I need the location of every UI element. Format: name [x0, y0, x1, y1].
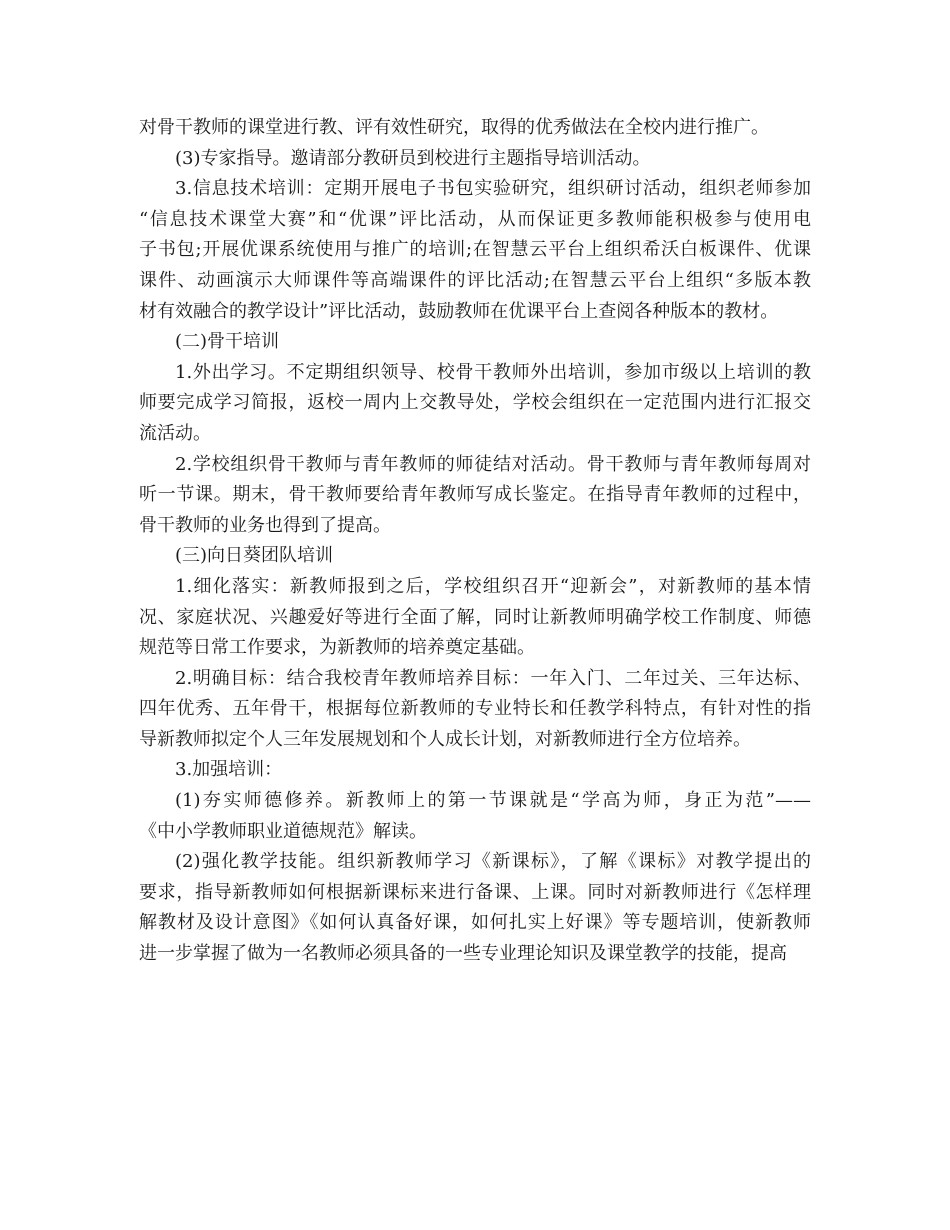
text-line: 3.信息技术培训：定期开展电子书包实验研究，组织研讨活动，组织老师参加: [175, 178, 811, 200]
text-line: 课件、动画演示大师课件等高端课件的评比活动;在智慧云平台上组织“多版本教: [139, 269, 811, 291]
paragraph: [139, 113, 811, 144]
paragraph: [139, 144, 811, 175]
text-line: (2)强化教学技能。组织新教师学习《新课标》，了解《课标》对教学提出的: [175, 851, 811, 873]
text-line: 规范等日常工作要求，为新教师的培养奠定基础。: [139, 637, 535, 659]
text-line: 3.加强培训：: [175, 759, 283, 781]
paragraph: [139, 174, 811, 327]
text-line: 1.外出学习。不定期组织领导、校骨干教师外出培训，参加市级以上培训的教: [175, 361, 811, 383]
paragraph: [139, 786, 811, 847]
text-line: 2.学校组织骨干教师与青年教师的师徒结对活动。骨干教师与青年教师每周对: [175, 453, 811, 475]
text-line: 1.细化落实：新教师报到之后，学校组织召开“迎新会”，对新教师的基本情: [175, 575, 811, 597]
text-line: 导新教师拟定个人三年发展规划和个人成长计划，对新教师进行全方位培养。: [139, 728, 751, 750]
text-line: 材有效融合的教学设计”评比活动，鼓励教师在优课平台上查阅各种版本的教材。: [139, 300, 779, 322]
paragraph: [139, 541, 811, 572]
text-line: 听一节课。期末，骨干教师要给青年教师写成长鉴定。在指导青年教师的过程中，: [139, 484, 811, 506]
text-line: (1)夯实师德修养。新教师上的第一节课就是“学高为师，身正为范”——: [175, 790, 811, 812]
text-line: 骨干教师的业务也得到了提高。: [139, 514, 391, 536]
paragraph: [139, 664, 811, 756]
text-line: 师要完成学习简报，返校一周内上交教导处，学校会组织在一定范围内进行汇报交: [139, 392, 811, 414]
text-line: (三)向日葵团队培训: [175, 545, 334, 567]
paragraph: [139, 572, 811, 664]
paragraph: [139, 755, 811, 786]
paragraph: [139, 358, 811, 450]
text-line: (二)骨干培训: [175, 331, 280, 353]
text-line: 解教材及设计意图》《如何认真备好课，如何扎实上好课》等专题培训，使新教师: [139, 912, 811, 934]
text-line: 子书包;开展优课系统使用与推广的培训;在智慧云平台上组织希沃白板课件、优课: [139, 239, 811, 261]
text-line: (3)专家指导。邀请部分教研员到校进行主题指导培训活动。: [175, 147, 651, 169]
text-line: 进一步掌握了做为一名教师必须具备的一些专业理论知识及课堂教学的技能，提高: [139, 943, 787, 965]
paragraph: [139, 847, 811, 969]
text-line: 《中小学教师职业道德规范》解读。: [139, 820, 427, 842]
document-body: [139, 113, 811, 970]
text-line: 2.明确目标：结合我校青年教师培养目标：一年入门、二年过关、三年达标、: [175, 667, 811, 689]
text-line: 四年优秀、五年骨干，根据每位新教师的专业特长和任教学科特点，有针对性的指: [139, 698, 811, 720]
paragraph: [139, 450, 811, 542]
text-line: 对骨干教师的课堂进行教、评有效性研究，取得的优秀做法在全校内进行推广。: [139, 117, 769, 138]
text-line: “信息技术课堂大赛”和“优课”评比活动，从而保证更多教师能积极参与使用电: [139, 208, 811, 230]
paragraph: [139, 327, 811, 358]
text-line: 要求，指导新教师如何根据新课标来进行备课、上课。同时对新教师进行《怎样理: [139, 881, 811, 903]
text-line: 流活动。: [139, 422, 211, 444]
text-line: 况、家庭状况、兴趣爱好等进行全面了解，同时让新教师明确学校工作制度、师德: [139, 606, 811, 628]
